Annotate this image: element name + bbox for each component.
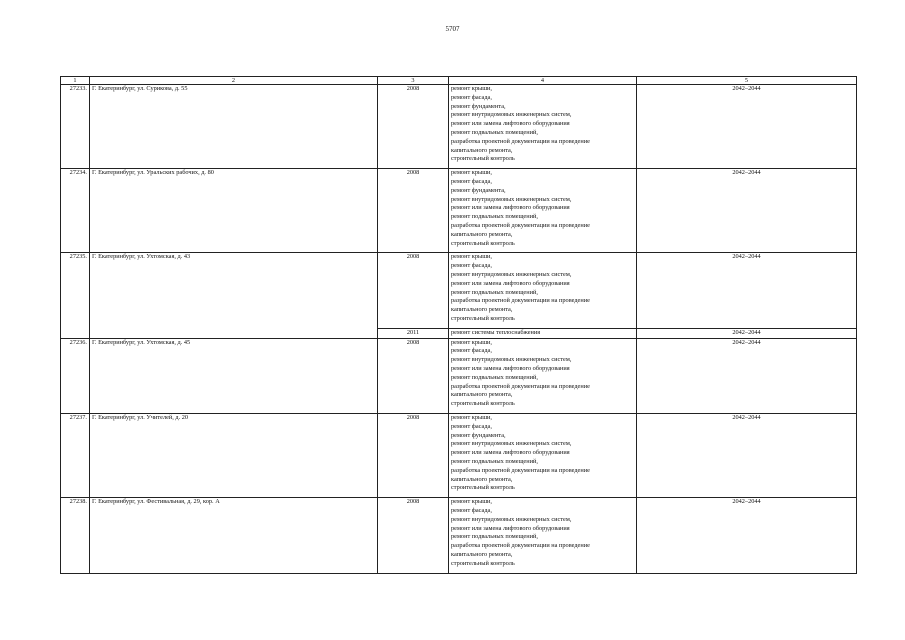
- row-address: Г. Екатеринбург, ул. Фестивальная, д. 29, кор. А: [90, 498, 378, 573]
- table-row: [61, 169, 857, 253]
- row-address: Г. Екатеринбург, ул. Ухтомская, д. 45: [90, 338, 378, 413]
- row-period: 2042–2044: [637, 328, 857, 338]
- work-item: ремонт крыши,: [451, 338, 493, 346]
- work-item: разработка проектной документации на проведение: [451, 221, 590, 229]
- work-item: строительный контроль: [451, 239, 515, 247]
- table-row: [61, 498, 857, 573]
- row-year: 2008: [378, 253, 449, 328]
- work-item: ремонт фундамента,: [451, 186, 506, 194]
- row-address: Г. Екатеринбург, ул. Учителей, д. 20: [90, 413, 378, 497]
- row-number: 27235.: [61, 253, 90, 338]
- table-row: [61, 85, 857, 169]
- work-item: капитального ремонта,: [451, 146, 513, 154]
- row-works-list: [449, 338, 637, 413]
- row-number: 27233.: [61, 85, 90, 169]
- row-works-list: [449, 85, 637, 169]
- column-header-1: 1: [61, 77, 90, 85]
- table-header-row: [61, 77, 857, 85]
- row-year: 2008: [378, 413, 449, 497]
- work-item: капитального ремонта,: [451, 306, 513, 314]
- page-number: 5707: [445, 25, 460, 33]
- work-item: капитального ремонта,: [451, 230, 513, 238]
- work-item: ремонт подвальных помещений,: [451, 533, 538, 541]
- work-item: строительный контроль: [451, 484, 515, 492]
- row-address: Г. Екатеринбург, ул. Сурикова, д. 55: [90, 85, 378, 169]
- row-works-list: [449, 253, 637, 328]
- work-item: ремонт крыши,: [451, 498, 493, 506]
- work-item: ремонт крыши,: [451, 253, 493, 261]
- row-number: 27237.: [61, 413, 90, 497]
- work-item: ремонт крыши,: [451, 169, 493, 177]
- work-item: ремонт подвальных помещений,: [451, 213, 538, 221]
- row-year: 2011: [378, 328, 449, 338]
- work-item: ремонт или замена лифтового оборудования: [451, 204, 570, 212]
- work-item: ремонт крыши,: [451, 413, 493, 421]
- work-item: ремонт фундамента,: [451, 431, 506, 439]
- row-works-list: [449, 498, 637, 573]
- work-item: ремонт внутридомовых инженерных систем,: [451, 111, 572, 119]
- column-header-3: 3: [378, 77, 449, 85]
- row-works-list: [449, 413, 637, 497]
- column-header-2: 2: [90, 77, 378, 85]
- row-year: 2008: [378, 169, 449, 253]
- work-item: ремонт подвальных помещений,: [451, 457, 538, 465]
- work-item: разработка проектной документации на проведение: [451, 542, 590, 550]
- work-item: ремонт или замена лифтового оборудования: [451, 120, 570, 128]
- work-item: строительный контроль: [451, 155, 515, 163]
- work-item: ремонт фасада,: [451, 177, 492, 185]
- row-period: 2042–2044: [637, 85, 857, 169]
- row-period: 2042–2044: [637, 413, 857, 497]
- work-item: строительный контроль: [451, 559, 515, 567]
- work-item: ремонт фасада,: [451, 93, 492, 101]
- table-row: [61, 253, 857, 328]
- work-item: ремонт подвальных помещений,: [451, 288, 538, 296]
- work-item: разработка проектной документации на проведение: [451, 382, 590, 390]
- work-item: строительный контроль: [451, 314, 515, 322]
- work-item: ремонт фундамента,: [451, 102, 506, 110]
- row-works-list: [449, 169, 637, 253]
- row-period: 2042–2044: [637, 253, 857, 328]
- table-body: [61, 85, 857, 574]
- work-item: ремонт внутридомовых инженерных систем,: [451, 356, 572, 364]
- column-header-4: 4: [449, 77, 637, 85]
- work-item: разработка проектной документации на проведение: [451, 466, 590, 474]
- work-item: разработка проектной документации на проведение: [451, 137, 590, 145]
- row-number: 27234.: [61, 169, 90, 253]
- work-item: разработка проектной документации на проведение: [451, 297, 590, 305]
- work-item: ремонт внутридомовых инженерных систем,: [451, 515, 572, 523]
- work-item: строительный контроль: [451, 400, 515, 408]
- row-period: 2042–2044: [637, 338, 857, 413]
- work-item: ремонт или замена лифтового оборудования: [451, 524, 570, 532]
- row-period: 2042–2044: [637, 169, 857, 253]
- row-works-list: [449, 328, 637, 338]
- work-item: ремонт внутридомовых инженерных систем,: [451, 440, 572, 448]
- repair-schedule-table: [60, 76, 857, 574]
- work-item: ремонт системы теплоснабжения: [451, 328, 541, 336]
- table-row: [61, 413, 857, 497]
- work-item: ремонт крыши,: [451, 85, 493, 92]
- column-header-5: 5: [637, 77, 857, 85]
- work-item: ремонт или замена лифтового оборудования: [451, 449, 570, 457]
- work-item: ремонт или замена лифтового оборудования: [451, 364, 570, 372]
- row-address: Г. Екатеринбург, ул. Уральских рабочих, д. 80: [90, 169, 378, 253]
- work-item: капитального ремонта,: [451, 550, 513, 558]
- row-year: 2008: [378, 498, 449, 573]
- work-item: ремонт внутридомовых инженерных систем,: [451, 195, 572, 203]
- table-row: [61, 338, 857, 413]
- work-item: ремонт фасада,: [451, 422, 492, 430]
- work-item: ремонт подвальных помещений,: [451, 373, 538, 381]
- work-item: ремонт внутридомовых инженерных систем,: [451, 270, 572, 278]
- work-item: ремонт или замена лифтового оборудования: [451, 279, 570, 287]
- row-number: 27238.: [61, 498, 90, 573]
- work-item: ремонт фасада,: [451, 506, 492, 514]
- work-item: ремонт фасада,: [451, 347, 492, 355]
- work-item: ремонт фасада,: [451, 262, 492, 270]
- work-item: капитального ремонта,: [451, 391, 513, 399]
- row-period: 2042–2044: [637, 498, 857, 573]
- row-address: Г. Екатеринбург, ул. Ухтомская, д. 43: [90, 253, 378, 338]
- work-item: ремонт подвальных помещений,: [451, 128, 538, 136]
- row-year: 2008: [378, 338, 449, 413]
- work-item: капитального ремонта,: [451, 475, 513, 483]
- row-year: 2008: [378, 85, 449, 169]
- row-number: 27236.: [61, 338, 90, 413]
